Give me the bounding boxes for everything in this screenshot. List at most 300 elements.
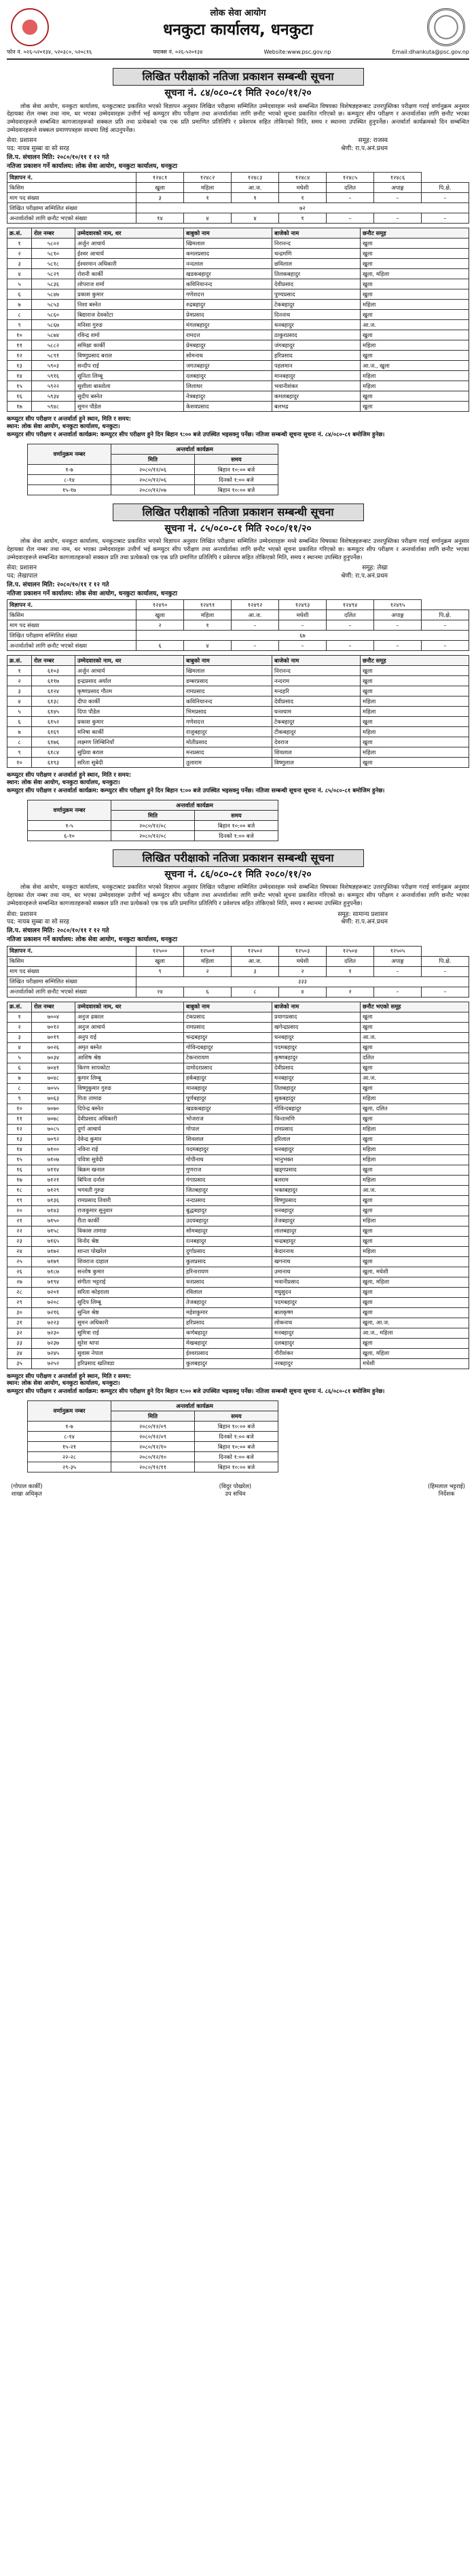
seat-row-value: २ xyxy=(279,966,327,976)
seat-table xyxy=(7,946,469,998)
candidate-cell: रामप्रसाद xyxy=(184,1022,272,1032)
seat-row-value: २ xyxy=(327,987,374,997)
seat-category-cell: किसिम xyxy=(7,610,136,620)
schedule-row xyxy=(28,820,278,830)
candidate-cell: राजकुमार सुनुवार xyxy=(75,1205,184,1216)
seat-row-value: – xyxy=(422,641,469,651)
candidate-cell: देवेन्द्र कुमार xyxy=(75,1134,184,1144)
candidate-cell: ५ xyxy=(7,707,32,717)
candidate-cell: खुला, महिला xyxy=(361,1348,469,1358)
candidate-cell: खुला xyxy=(361,737,469,747)
schedule-header-row xyxy=(28,1400,278,1411)
schedule-header-cell: अन्तर्वार्ता कार्यक्रम xyxy=(111,444,278,454)
level: श्रेणी: रा.प.अनं.प्रथम xyxy=(341,145,388,152)
schedule-note: कम्प्युटर सीप परीक्षण र अन्तर्वार्ता कार्यक्रम: कम्प्युटर सीप परीक्षण हुने दिन बिहान ९:०० बजे उपस्थित भइसक्नु पर्नेछ। नतिजा सम्बन्धी सूचना सूचना नं. ८४/०८०-८१ बमोजिम हुनेछ। xyxy=(7,431,385,438)
schedule-header-row xyxy=(28,444,278,454)
notice-title: लिखित परीक्षाको नतिजा प्रकाशन सम्बन्धी सूचना xyxy=(113,504,364,521)
candidate-cell: ३० xyxy=(7,1307,32,1318)
post: पद: नायब सुब्बा वा सो सरह xyxy=(7,145,69,152)
schedule-cell: १-७ xyxy=(28,1421,111,1431)
candidate-cell: ६१४५ xyxy=(32,707,75,717)
seat-category-cell: आ.ज. xyxy=(232,183,279,193)
candidate-cell: खुला xyxy=(361,351,469,361)
seat-row-label: लिखित परीक्षामा सम्मिलित संख्या xyxy=(7,631,136,641)
schedule-cell: १५-१७ xyxy=(28,484,111,495)
candidate-header-cell: बाबुको नाम xyxy=(184,656,272,666)
candidate-cell: तेजबहादुर xyxy=(184,1297,272,1307)
candidate-cell: निरानन्द xyxy=(272,666,361,676)
seat-header-cell: विज्ञापन नं. xyxy=(7,173,136,183)
candidate-cell: महिला xyxy=(361,371,469,381)
candidate-cell: जितबहादुर xyxy=(184,1185,272,1195)
seat-header-cell: १२५०४ xyxy=(327,946,374,956)
candidate-cell: १६ xyxy=(7,391,32,402)
seat-row-value: ३ xyxy=(232,966,279,976)
seat-category-cell: किसिम xyxy=(7,956,136,966)
candidate-cell: ७२४५ xyxy=(32,1348,75,1358)
seat-row xyxy=(7,976,469,987)
table-row xyxy=(7,717,469,727)
candidate-cell: नेत्रबहादुर xyxy=(184,391,272,402)
candidate-cell: ५८६७ xyxy=(32,320,75,330)
candidate-cell: ७१५० xyxy=(32,1216,75,1226)
schedule-cell: बिहान १०:०० बजे xyxy=(195,1421,278,1431)
candidate-cell: दुर्गा आचार्य xyxy=(75,1124,184,1134)
candidate-cell: २५ xyxy=(7,1256,32,1267)
candidate-cell: ५८८२ xyxy=(32,340,75,351)
candidate-header-cell: बाजेको नाम xyxy=(272,1002,361,1012)
candidate-cell: सुकबहादुर xyxy=(272,1093,361,1104)
candidate-cell: खुला xyxy=(361,717,469,727)
candidate-cell: ५८६० xyxy=(32,310,75,320)
post-row xyxy=(7,573,469,580)
candidate-cell: कुमार लिम्बू xyxy=(75,1073,184,1083)
candidate-cell: महिला xyxy=(361,1246,469,1256)
table-row xyxy=(7,1144,469,1154)
phone: फोन नं. ०२६-५२०१३४, ५२०३८०, ५२०८१६ xyxy=(7,49,92,55)
candidate-cell: तुलाराम xyxy=(184,758,272,768)
seat-row-value: १ xyxy=(232,193,279,203)
seat-row-value: ४ xyxy=(232,213,279,224)
candidate-cell: ५८१० xyxy=(32,249,75,259)
candidate-cell: रुद्रबहादुर xyxy=(184,300,272,310)
candidate-header-row xyxy=(7,656,469,666)
table-row xyxy=(7,666,469,676)
candidate-cell: सरिता सुबेदी xyxy=(75,758,184,768)
candidate-cell: ७०१९ xyxy=(32,1032,75,1042)
candidate-cell: ८ xyxy=(7,310,32,320)
service-row xyxy=(7,137,469,145)
candidate-cell: कुलप्रसाद xyxy=(184,1256,272,1267)
table-row xyxy=(7,259,469,269)
candidate-cell: २० xyxy=(7,1205,32,1216)
candidate-header-cell: छनौट भएको समूह xyxy=(361,1002,469,1012)
candidate-cell: खडकबहादुर xyxy=(184,269,272,279)
seat-table xyxy=(7,172,469,224)
candidate-cell: उदयबहादुर xyxy=(184,1216,272,1226)
candidate-cell: बुद्धबहादुर xyxy=(184,1205,272,1216)
candidate-cell: भिमप्रसाद xyxy=(184,707,272,717)
exam-date: लि.प. संचालन मिति: २०८०/१०/११ र १२ गते xyxy=(7,154,109,161)
candidate-header-cell: रोल नम्बर xyxy=(32,656,75,666)
candidate-cell: १७ xyxy=(7,402,32,412)
candidate-cell: धनप्रसाद xyxy=(184,1277,272,1287)
candidate-cell: ७०३४ xyxy=(32,1053,75,1063)
candidate-cell: निशा बस्नेत xyxy=(75,300,184,310)
seat-row-label: माग पद संख्या xyxy=(7,966,136,976)
post-details xyxy=(7,137,469,171)
service: सेवा: प्रशासन xyxy=(7,911,37,918)
candidate-cell: १३ xyxy=(7,361,32,371)
table-row xyxy=(7,310,469,320)
seat-header-cell: १२५०३ xyxy=(279,946,327,956)
seat-category-cell: अपाङ्ग xyxy=(374,610,422,620)
post-details xyxy=(7,911,469,945)
candidate-cell: ३५ xyxy=(7,1358,32,1369)
candidate-header-cell: बाजेको नाम xyxy=(272,228,361,239)
candidate-cell: हरिप्रसाद xyxy=(272,351,361,361)
candidate-cell: ७१७९ xyxy=(32,1256,75,1267)
schedule-row xyxy=(28,1441,278,1451)
candidate-header-cell: बाबुको नाम xyxy=(184,228,272,239)
candidate-cell: पहलमान xyxy=(272,361,361,371)
candidate-cell: भगवती गुरुङ xyxy=(75,1185,184,1195)
candidate-cell: धनबहादुर xyxy=(272,1144,361,1154)
seat-header-cell: १२४८१ xyxy=(136,173,184,183)
seat-header-cell: १२५०१ xyxy=(184,946,232,956)
seat-row-value: – xyxy=(374,193,422,203)
candidate-cell: सुरेश थापा xyxy=(75,1338,184,1348)
candidate-cell: १९ xyxy=(7,1195,32,1205)
candidate-cell: १ xyxy=(7,239,32,249)
candidate-cell: खुला xyxy=(361,1083,469,1093)
seat-header-row xyxy=(7,173,469,183)
candidate-header-cell: क्र.सं. xyxy=(7,1002,32,1012)
candidate-cell: तिलकबहादुर xyxy=(272,269,361,279)
table-row xyxy=(7,361,469,371)
candidate-cell: मनिषा कार्की xyxy=(75,727,184,737)
table-row xyxy=(7,1124,469,1134)
seat-table xyxy=(7,599,469,651)
seat-row-label: माग पद संख्या xyxy=(7,193,136,203)
candidate-cell: ६१७६ xyxy=(32,737,75,747)
candidate-cell: १ xyxy=(7,666,32,676)
candidate-header-row xyxy=(7,1002,469,1012)
candidate-cell: धनबहादुर xyxy=(272,320,361,330)
seat-header-cell: १२४८४ xyxy=(279,173,327,183)
candidate-cell: खुला xyxy=(361,758,469,768)
candidate-cell: टंकप्रसाद xyxy=(184,1012,272,1022)
candidate-header-cell: बाजेको नाम xyxy=(272,656,361,666)
candidate-cell: रीता कार्की xyxy=(75,1216,184,1226)
table-row xyxy=(7,686,469,696)
candidate-cell: ५८३६ xyxy=(32,279,75,289)
candidate-cell: हरिप्रसाद खतिवडा xyxy=(75,1358,184,1369)
candidate-cell: १५ xyxy=(7,381,32,391)
nepal-emblem-icon xyxy=(11,8,49,46)
candidate-cell: हर्कबहादुर xyxy=(184,1073,272,1083)
candidate-cell: खुला xyxy=(361,1307,469,1318)
schedule-cell: दिनको १:०० बजे xyxy=(195,830,278,841)
candidate-cell: १० xyxy=(7,758,32,768)
schedule-cell: २०८०/१२/०६ xyxy=(111,474,195,484)
candidate-cell: आ.ज. xyxy=(361,1185,469,1195)
candidate-cell: धनबहादुर xyxy=(272,1032,361,1042)
candidate-cell: सुमन पौडेल xyxy=(75,402,184,412)
table-row xyxy=(7,320,469,330)
seat-header-cell: १२४८६ xyxy=(374,173,422,183)
candidate-cell: ७१९४ xyxy=(32,1277,75,1287)
seat-category-cell: महिला xyxy=(184,610,232,620)
candidate-cell: मेखबहादुर xyxy=(184,1338,272,1348)
candidate-cell: १५ xyxy=(7,1154,32,1165)
candidate-cell: कर्णबहादुर xyxy=(184,1328,272,1338)
candidate-cell: ७००४ xyxy=(32,1012,75,1022)
table-row xyxy=(7,340,469,351)
candidate-cell: खुला xyxy=(361,1114,469,1124)
seat-row xyxy=(7,193,469,203)
seat-category-cell: मधेशी xyxy=(279,610,327,620)
schedule-row xyxy=(28,484,278,495)
schedule-header-cell: मिति xyxy=(111,810,195,820)
candidate-cell: आ.ज., खुला xyxy=(361,361,469,371)
candidate-cell: खुला xyxy=(361,1022,469,1032)
seat-row-value: ४ xyxy=(184,213,232,224)
schedule-cell: ६-१० xyxy=(28,830,111,841)
seat-row-value: – xyxy=(232,620,279,631)
candidate-cell: खुला xyxy=(361,666,469,676)
candidate-cell: अनुज आचार्य xyxy=(75,1022,184,1032)
table-row xyxy=(7,1032,469,1042)
candidate-cell: दामोदरप्रसाद xyxy=(184,1063,272,1073)
candidate-cell: २३ xyxy=(7,1236,32,1246)
seat-row-label: लिखित परीक्षामा सम्मिलित संख्या xyxy=(7,976,136,987)
candidate-cell: अर्जुन आचार्य xyxy=(75,239,184,249)
candidate-cell: लोकनाथ xyxy=(272,1318,361,1328)
candidate-cell: मनिसा गुरुङ xyxy=(75,320,184,330)
table-row xyxy=(7,1165,469,1175)
schedule-cell: ८-१४ xyxy=(28,474,111,484)
candidate-cell: ठाकुरप्रसाद xyxy=(272,330,361,340)
seat-row-value: – xyxy=(422,213,469,224)
candidate-cell: शिवलाल xyxy=(272,747,361,758)
table-row xyxy=(7,1083,469,1093)
table-row xyxy=(7,1195,469,1205)
candidate-cell: मनबहादुर xyxy=(272,1073,361,1083)
candidate-cell: ५९२२ xyxy=(32,381,75,391)
candidate-cell: देवीप्रसाद xyxy=(272,279,361,289)
candidate-cell: भानुभक्त xyxy=(272,1154,361,1165)
candidate-cell: १० xyxy=(7,330,32,340)
website-link[interactable]: Website:www.psc.gov.np xyxy=(263,49,331,55)
candidate-cell: केशवप्रसाद xyxy=(184,402,272,412)
candidate-cell: २६ xyxy=(7,1267,32,1277)
table-row xyxy=(7,1307,469,1318)
candidate-cell: ७१८७ xyxy=(32,1267,75,1277)
schedule-cell: बिहान १०:०० बजे xyxy=(195,484,278,495)
schedule-place: स्थान: लोक सेवा आयोग, धनकुटा कार्यालय, धनकुटा। xyxy=(7,423,120,430)
candidate-cell: शिवराज दाहाल xyxy=(75,1256,184,1267)
candidate-cell: विष्णुप्रसाद xyxy=(272,1195,361,1205)
table-row xyxy=(7,737,469,747)
candidate-cell: सुमित्रा राई xyxy=(75,1328,184,1338)
candidate-cell: ५९३४ xyxy=(32,391,75,402)
candidate-cell: कृष्णबहादुर xyxy=(272,1053,361,1063)
signature-block xyxy=(7,1483,469,1498)
candidate-cell: दिपेन्द्र बस्नेत xyxy=(75,1104,184,1114)
candidate-cell: कविनियानन्द xyxy=(184,279,272,289)
candidate-header-row xyxy=(7,228,469,239)
post-row xyxy=(7,145,469,153)
table-row xyxy=(7,1175,469,1185)
candidate-cell: भवानीशंकर xyxy=(272,381,361,391)
candidate-header-cell: उम्मेदवारको नाम, थर xyxy=(75,1002,184,1012)
candidate-table xyxy=(7,228,469,412)
table-row xyxy=(7,300,469,310)
seat-row-label: अन्तर्वार्ताको लागि छनौट भएको संख्या xyxy=(7,641,136,651)
candidate-cell: महिला xyxy=(361,696,469,707)
candidate-cell: प्रेमबहादुर xyxy=(184,340,272,351)
notice-body: लोक सेवा आयोग, धनकुटा कार्यालय, धनकुटाबाट प्रकाशित भएको विज्ञापन अनुसार लिखित परीक्षामा सम्मिलित उम्मेदवारहरू मध्ये सम्बन्धित विषयका विशेषज्ञहरूबाट उत्तरपुस्तिका परीक्षण गराई वर्णानुक्रम अनुसार देहायका रोल नम्बर तथा नाम, थर भएका उम्मेदवारहरू उत्तीर्ण भई कम्प्युटर सीप परीक्षण तथा अन्तर्वार्ताका लागि छनौट भएको सूचना प्रकाशित गरिएको छ। कम्प्युटर सीप परीक्षण र अन्तर्वार्ताका लागि छनौट भएका उम्मेदवारहरूले सम्बन्धित कागजातहरूको सक्कल प्रति तथा प्रत्येकको एक एक प्रति प्रमाणित प्रतिलिपि र प्रवेशपत्र सहित तोकिएको मिति, समय र स्थानमा उपस्थित हुनुपर्नेछ। xyxy=(7,884,469,907)
notices xyxy=(7,68,469,1472)
candidate-cell: विकास तामाङ xyxy=(75,1226,184,1236)
candidate-cell: ६१०३ xyxy=(32,666,75,676)
candidate-cell: पुण्यप्रसाद xyxy=(272,289,361,300)
schedule-header-cell: मिति xyxy=(111,454,195,464)
table-row xyxy=(7,289,469,300)
candidate-cell: गोविन्दबहादुर xyxy=(272,1104,361,1114)
schedule-row xyxy=(28,1431,278,1441)
candidate-cell: खुला, दलित xyxy=(361,1104,469,1114)
signature-2: (विदुर पोखरेल) उप सचिव xyxy=(219,1483,252,1498)
notice-1 xyxy=(7,68,469,495)
candidate-cell: १० xyxy=(7,1104,32,1114)
seat-row-label: माग पद संख्या xyxy=(7,620,136,631)
candidate-cell: बलभद्र xyxy=(272,402,361,412)
seat-row-value: – xyxy=(374,987,422,997)
candidate-header-cell: रोल नम्बर xyxy=(32,228,75,239)
seat-row xyxy=(7,213,469,224)
candidate-header-cell: रोल नम्बर xyxy=(32,1002,75,1012)
seat-row-value: २ xyxy=(136,620,184,631)
candidate-cell: सुप्रिया बराल xyxy=(75,747,184,758)
table-row xyxy=(7,330,469,340)
candidate-cell: ३४ xyxy=(7,1348,32,1358)
candidate-cell: ७०४१ xyxy=(32,1063,75,1073)
candidate-cell: किरण सापकोटा xyxy=(75,1063,184,1073)
table-row xyxy=(7,1012,469,1022)
notice-title: लिखित परीक्षाको नतिजा प्रकाशन सम्बन्धी सूचना xyxy=(113,68,364,86)
seat-row-value: ६ xyxy=(184,987,232,997)
candidate-cell: मोतीप्रसाद xyxy=(184,737,272,747)
seat-row-value: – xyxy=(232,641,279,651)
email-link[interactable]: Email:dhankuta@psc.gov.np xyxy=(392,49,469,55)
candidate-cell: केदारनाथ xyxy=(272,1246,361,1256)
schedule-cell: २०८०/१२/०७ xyxy=(111,484,195,495)
candidate-cell: खुला xyxy=(361,1165,469,1175)
notice-body: लोक सेवा आयोग, धनकुटा कार्यालय, धनकुटाबाट प्रकाशित भएको विज्ञापन अनुसार लिखित परीक्षामा सम्मिलित उम्मेदवारहरू मध्ये सम्बन्धित विषयका विशेषज्ञहरूबाट उत्तरपुस्तिका परीक्षण गराई वर्णानुक्रम अनुसार देहायका रोल नम्बर तथा नाम, थर भएका उम्मेदवारहरू उत्तीर्ण भई कम्प्युटर सीप परीक्षण तथा अन्तर्वार्ताका लागि छनौट भएको सूचना प्रकाशित गरिएको छ। कम्प्युटर सीप परीक्षण र अन्तर्वार्ताका लागि छनौट भएका उम्मेदवारहरूले सम्बन्धित कागजातहरूको सक्कल प्रति तथा प्रत्येकको एक एक प्रति प्रमाणित प्रतिलिपि र प्रवेशपत्र सहित तोकिएको मिति, समय र स्थानमा उपस्थित हुनुपर्नेछ। अन्तर्वार्ता कार्यक्रमको दिन सम्बन्धित उम्मेदवारहरूले सक्कल प्रमाणपत्रहरू साथमा लिई आउनुपर्नेछ। xyxy=(7,103,469,134)
post: पद: लेखापाल xyxy=(7,572,38,580)
candidate-header-cell: बाबुको नाम xyxy=(184,1002,272,1012)
candidate-cell: चन्द्रमणि xyxy=(272,249,361,259)
candidate-cell: सोमनाथ xyxy=(184,351,272,361)
seat-row xyxy=(7,620,469,631)
candidate-cell: सन्दीप राई xyxy=(75,361,184,371)
seat-row xyxy=(7,203,469,213)
candidate-cell: लोपराज शर्मा xyxy=(75,279,184,289)
service-row xyxy=(7,911,469,919)
candidate-cell: ७१३६ xyxy=(32,1195,75,1205)
candidate-cell: ७१६५ xyxy=(32,1236,75,1246)
candidate-cell: खुला, महिला xyxy=(361,269,469,279)
schedule-table xyxy=(27,1400,278,1472)
seat-row-value: २४ xyxy=(136,987,184,997)
candidate-cell: मानबहादुर xyxy=(184,1083,272,1093)
candidate-cell: गोविन्दबहादुर xyxy=(184,1042,272,1053)
schedule-header-cell: समय xyxy=(195,454,278,464)
seat-row-value: ४ xyxy=(279,987,327,997)
candidate-cell: ९ xyxy=(7,320,32,330)
candidate-cell: अमृत बस्नेत xyxy=(75,1042,184,1053)
candidate-cell: ५८७४ xyxy=(32,330,75,340)
table-row xyxy=(7,1022,469,1032)
seat-row-value: – xyxy=(422,193,469,203)
candidate-cell: २४ xyxy=(7,1246,32,1256)
seat-category-cell: खुला xyxy=(136,610,184,620)
candidate-cell: मंगलबहादुर xyxy=(184,320,272,330)
table-row xyxy=(7,1185,469,1195)
candidate-cell: दिपा पौडेल xyxy=(75,707,184,717)
candidate-cell: खुला xyxy=(361,1338,469,1348)
candidate-cell: ७०२६ xyxy=(32,1042,75,1053)
candidate-cell: खुला xyxy=(361,1063,469,1073)
candidate-cell: विष्णुप्रसाद बराल xyxy=(75,351,184,361)
table-row xyxy=(7,1154,469,1165)
candidate-cell: डम्बरप्रसाद xyxy=(184,676,272,686)
candidate-cell: अनुज ढकाल xyxy=(75,1012,184,1022)
candidate-cell: आ.ज. xyxy=(361,1032,469,1042)
seat-row-value: – xyxy=(422,987,469,997)
candidate-cell: १२ xyxy=(7,351,32,361)
candidate-cell: ५ xyxy=(7,1053,32,1063)
candidate-cell: ५८५३ xyxy=(32,300,75,310)
schedule-row xyxy=(28,1462,278,1472)
seat-row-value: २ xyxy=(184,966,232,976)
candidate-cell: खुला xyxy=(361,1195,469,1205)
table-row xyxy=(7,1338,469,1348)
candidate-cell: प्रकाश कुमार xyxy=(75,289,184,300)
candidate-cell: २२ xyxy=(7,1226,32,1236)
table-row xyxy=(7,371,469,381)
office-name: धनकुटा कार्यालय, धनकुटा xyxy=(163,21,313,39)
candidate-header-cell: उम्मेदवारको नाम, थर xyxy=(75,656,184,666)
seat-header-cell: विज्ञापन नं. xyxy=(7,946,136,956)
service: सेवा: प्रशासन xyxy=(7,137,37,145)
candidate-cell: ६१३८ xyxy=(32,696,75,707)
candidate-cell: महिला xyxy=(361,1093,469,1104)
candidate-table xyxy=(7,655,469,768)
candidate-cell: पदमबहादुर xyxy=(272,1297,361,1307)
candidate-cell: बिक्रम खनाल xyxy=(75,1165,184,1175)
candidate-cell: ७२०८ xyxy=(32,1297,75,1307)
candidate-cell: खुला xyxy=(361,1134,469,1144)
schedule-note: कम्प्युटर सीप परीक्षण र अन्तर्वार्ता कार्यक्रम: कम्प्युटर सीप परीक्षण हुने दिन बिहान ९:०० बजे उपस्थित भइसक्नु पर्नेछ। नतिजा सम्बन्धी सूचना सूचना नं. ८६/०८०-८१ बमोजिम हुनेछ। xyxy=(7,1388,385,1396)
table-row xyxy=(7,1318,469,1328)
seat-header-row xyxy=(7,600,469,610)
seat-row-value: ८ xyxy=(232,987,279,997)
candidate-cell: खुला xyxy=(361,259,469,269)
table-row xyxy=(7,1358,469,1369)
